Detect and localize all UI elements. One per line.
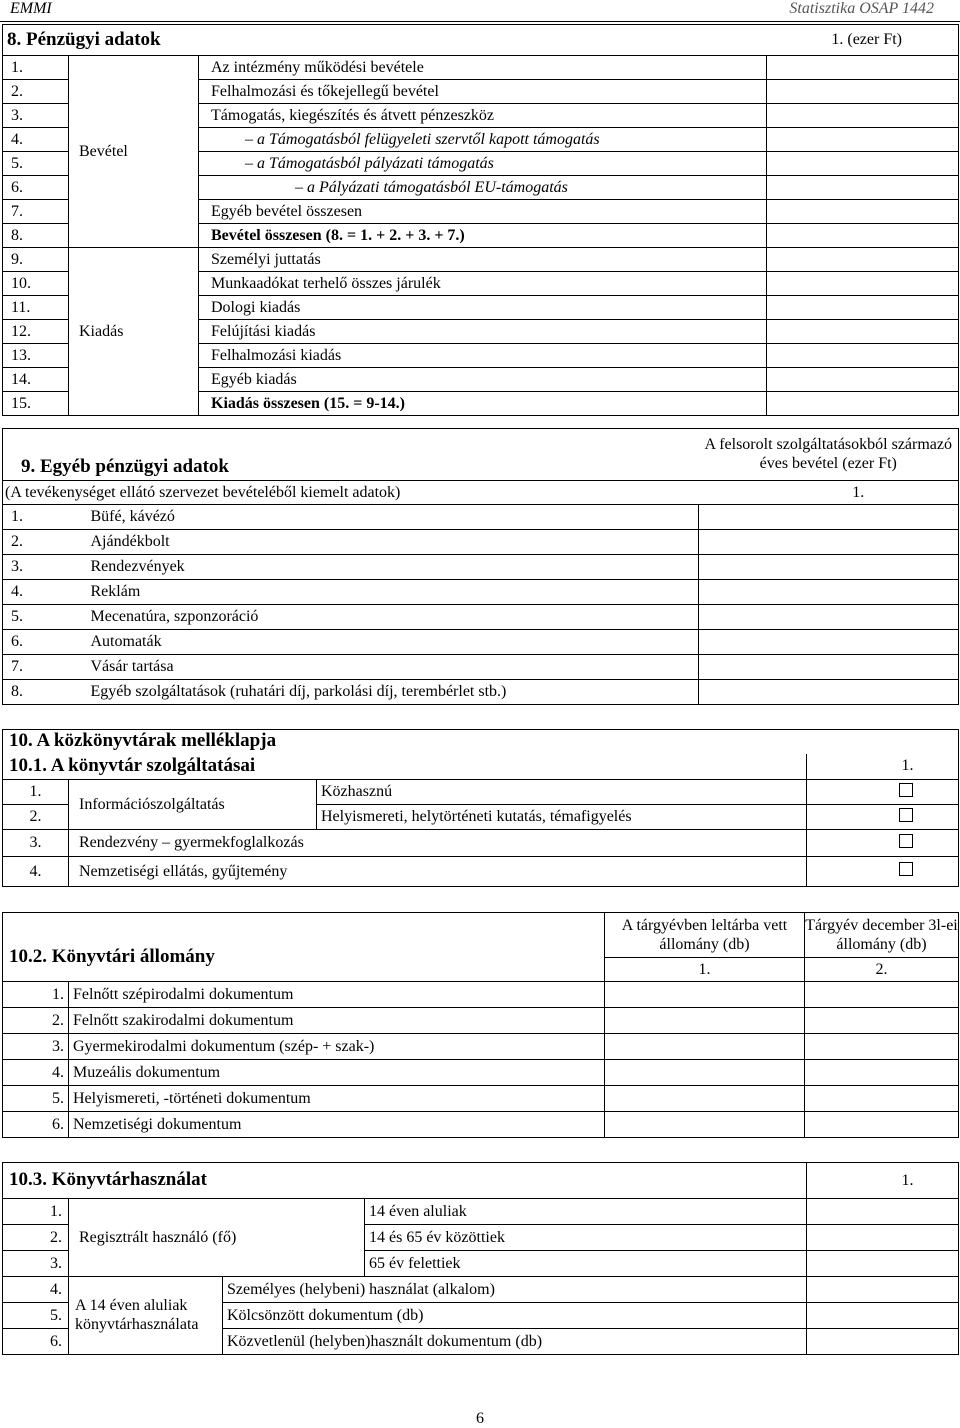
row-number: 6. <box>3 1329 69 1355</box>
row-number: 4. <box>3 1060 69 1086</box>
value-cell[interactable] <box>807 1329 959 1355</box>
value-cell[interactable] <box>767 152 959 176</box>
row-label: – a Támogatásból felügyeleti szervtől kapott támogatás <box>199 128 767 152</box>
section-8-col-header: 1. (ezer Ft) <box>767 25 959 56</box>
value-cell[interactable] <box>767 320 959 344</box>
value-cell[interactable] <box>767 104 959 128</box>
value-cell[interactable] <box>605 1034 805 1060</box>
value-cell[interactable] <box>699 630 959 655</box>
row-label: Mecenatúra, szponzoráció <box>87 605 699 630</box>
value-cell[interactable] <box>767 56 959 80</box>
section-8-title: 8. Pénzügyi adatok <box>3 25 767 56</box>
value-cell[interactable] <box>767 392 959 416</box>
value-cell[interactable] <box>805 982 959 1008</box>
value-cell[interactable] <box>807 1225 959 1251</box>
row-number: 11. <box>3 296 69 320</box>
section-10-3-title: 10.3. Könyvtárhasználat <box>3 1163 807 1199</box>
checkbox-icon[interactable] <box>899 834 913 848</box>
value-cell[interactable] <box>805 1086 959 1112</box>
row-number: 5. <box>3 605 87 630</box>
row-label: Felnőtt szépirodalmi dokumentum <box>69 982 605 1008</box>
row-number: 3. <box>3 830 69 857</box>
row-number: 7. <box>3 200 69 224</box>
checkbox-cell[interactable] <box>807 805 959 830</box>
library-holdings-table <box>2 912 959 1138</box>
group-text: könyvtárhasználata <box>75 1315 199 1333</box>
col1-header: A tárgyévben leltárba vett állomány (db) <box>605 913 805 958</box>
row-label: – a Pályázati támogatásból EU-támogatás <box>199 176 767 200</box>
value-cell[interactable] <box>767 200 959 224</box>
row-number: 1. <box>3 1199 69 1225</box>
checkbox-cell[interactable] <box>807 830 959 857</box>
row-label: Felhalmozási kiadás <box>199 344 767 368</box>
checkbox-cell[interactable] <box>807 780 959 805</box>
row-number: 15. <box>3 392 69 416</box>
row-label: 14 és 65 év közöttiek <box>365 1225 807 1251</box>
row-label: Rendezvények <box>87 555 699 580</box>
row-number: 12. <box>3 320 69 344</box>
row-number: 3. <box>3 1034 69 1060</box>
row-number: 1. <box>3 56 69 80</box>
row-number: 2. <box>3 1225 69 1251</box>
row-label: Gyermekirodalmi dokumentum (szép- + szak-) <box>69 1034 605 1060</box>
value-cell[interactable] <box>767 296 959 320</box>
group-text: Információszolgáltatás <box>79 795 225 813</box>
section-10-title: 10. A közkönyvtárak melléklapja <box>3 730 959 754</box>
row-label: Felújítási kiadás <box>199 320 767 344</box>
row-number: 5. <box>3 1086 69 1112</box>
row-number: 3. <box>3 104 69 128</box>
section-10-1-col: 1. <box>807 754 959 780</box>
header-rule <box>0 21 960 22</box>
checkbox-icon[interactable] <box>899 783 913 797</box>
header-left: EMMI <box>10 0 52 17</box>
page-number: 6 <box>476 1410 484 1427</box>
group-label-registered <box>69 1199 365 1277</box>
row-number: 8. <box>3 680 87 705</box>
value-cell[interactable] <box>767 248 959 272</box>
value-cell[interactable] <box>699 580 959 605</box>
value-cell[interactable] <box>767 224 959 248</box>
group-label-under14 <box>69 1277 223 1355</box>
row-number: 6. <box>3 630 87 655</box>
value-cell[interactable] <box>807 1303 959 1329</box>
page-header <box>0 0 960 20</box>
row-number: 7. <box>3 655 87 680</box>
row-label: Közhasznú <box>317 780 807 805</box>
value-cell[interactable] <box>699 555 959 580</box>
row-number: 3. <box>3 1251 69 1277</box>
row-number: 4. <box>3 128 69 152</box>
section-9-col: 1. <box>699 481 959 505</box>
value-cell[interactable] <box>805 1112 959 1138</box>
value-cell[interactable] <box>767 368 959 392</box>
group-label-bevetel <box>69 56 199 248</box>
row-label: Személyi juttatás <box>199 248 767 272</box>
row-number: 2. <box>3 1008 69 1034</box>
row-label: Az intézmény működési bevétele <box>199 56 767 80</box>
value-cell[interactable] <box>767 272 959 296</box>
value-cell[interactable] <box>805 1008 959 1034</box>
row-number: 2. <box>3 530 87 555</box>
row-label-text: Személyes (helybeni) használat (alkalom) <box>227 1280 495 1298</box>
value-cell[interactable] <box>605 1086 805 1112</box>
group-text: Regisztrált használó (fő) <box>79 1228 237 1246</box>
row-label: Támogatás, kiegészítés és átvett pénzeszköz <box>199 104 767 128</box>
value-cell[interactable] <box>699 680 959 705</box>
row-label: Helyismereti, -történeti dokumentum <box>69 1086 605 1112</box>
row-label <box>223 1277 807 1303</box>
row-number: 6. <box>3 176 69 200</box>
value-cell[interactable] <box>805 1034 959 1060</box>
checkbox-icon[interactable] <box>899 808 913 822</box>
row-number: 4. <box>3 857 69 887</box>
row-label: Kölcsönzött dokumentum (db) <box>223 1303 807 1329</box>
row-number: 4. <box>3 1277 69 1303</box>
row-label: Közvetlenül (helyben)használt dokumentum (db) <box>223 1329 807 1355</box>
row-label: Egyéb szolgáltatások (ruhatári díj, parkolási díj, terembérlet stb.) <box>87 680 699 705</box>
row-number: 5. <box>3 1303 69 1329</box>
row-label: 65 év felettiek <box>365 1251 807 1277</box>
row-number: 5. <box>3 152 69 176</box>
value-cell[interactable] <box>605 1008 805 1034</box>
col2-number: 2. <box>805 958 959 982</box>
row-label: 14 éven aluliak <box>365 1199 807 1225</box>
row-number: 14. <box>3 368 69 392</box>
section-9-title: 9. Egyéb pénzügyi adatok <box>3 429 699 481</box>
row-number: 8. <box>3 224 69 248</box>
value-cell[interactable] <box>605 982 805 1008</box>
row-label: Egyéb bevétel összesen <box>199 200 767 224</box>
value-cell[interactable] <box>699 505 959 530</box>
row-number: 9. <box>3 248 69 272</box>
library-services-table <box>2 729 959 887</box>
section-9-subtitle: (A tevékenységet ellátó szervezet bevételéből kiemelt adatok) <box>3 481 699 505</box>
row-label: Kiadás összesen (15. = 9-14.) <box>199 392 767 416</box>
group-label-information <box>69 780 317 830</box>
row-label: Ajándékbolt <box>87 530 699 555</box>
value-cell[interactable] <box>605 1060 805 1086</box>
value-cell[interactable] <box>699 655 959 680</box>
other-financial-table <box>2 428 959 705</box>
group-text: A 14 éven aluliak <box>75 1297 188 1315</box>
row-label: Egyéb kiadás <box>199 368 767 392</box>
value-cell[interactable] <box>807 1277 959 1303</box>
library-usage-table <box>2 1162 959 1355</box>
row-label: Automaták <box>87 630 699 655</box>
value-cell[interactable] <box>605 1112 805 1138</box>
row-label: Bevétel összesen (8. = 1. + 2. + 3. + 7.) <box>199 224 767 248</box>
row-label: Muzeális dokumentum <box>69 1060 605 1086</box>
row-number: 2. <box>3 80 69 104</box>
value-cell[interactable] <box>805 1060 959 1086</box>
section-10-3-col: 1. <box>807 1163 959 1199</box>
value-cell[interactable] <box>767 176 959 200</box>
value-cell[interactable] <box>699 605 959 630</box>
row-number: 10. <box>3 272 69 296</box>
row-number: 6. <box>3 1112 69 1138</box>
row-number: 1. <box>3 780 69 805</box>
row-label: Vásár tartása <box>87 655 699 680</box>
row-label: Felhalmozási és tőkejellegű bevétel <box>199 80 767 104</box>
row-label: Munkaadókat terhelő összes járulék <box>199 272 767 296</box>
row-label: Büfé, kávézó <box>87 505 699 530</box>
section-10-1-title: 10.1. A könyvtár szolgáltatásai <box>3 754 807 780</box>
row-number: 1. <box>3 982 69 1008</box>
row-label: Dologi kiadás <box>199 296 767 320</box>
group-text: Kiadás <box>79 322 124 340</box>
row-number: 4. <box>3 580 87 605</box>
value-cell[interactable] <box>807 1251 959 1277</box>
financial-data-table <box>2 24 959 416</box>
value-cell[interactable] <box>807 1199 959 1225</box>
value-cell[interactable] <box>699 530 959 555</box>
section-10-2-title: 10.2. Könyvtári állomány <box>3 913 605 982</box>
row-number: 3. <box>3 555 87 580</box>
row-number: 2. <box>3 805 69 830</box>
row-label: – a Támogatásból pályázati támogatás <box>199 152 767 176</box>
section-9-col-header: A felsorolt szolgáltatásokból származó éves bevétel (ezer Ft) <box>699 429 959 481</box>
checkbox-cell[interactable] <box>807 857 959 887</box>
row-number: 1. <box>3 505 87 530</box>
value-cell[interactable] <box>767 128 959 152</box>
group-label-kiadas <box>69 248 199 416</box>
row-number: 13. <box>3 344 69 368</box>
col1-number: 1. <box>605 958 805 982</box>
row-label: Nemzetiségi dokumentum <box>69 1112 605 1138</box>
header-right: Statisztika OSAP 1442 <box>789 0 934 17</box>
value-cell[interactable] <box>767 80 959 104</box>
checkbox-icon[interactable] <box>899 862 913 876</box>
group-text: Bevétel <box>79 142 128 160</box>
row-label: Helyismereti, helytörténeti kutatás, témafigyelés <box>317 805 807 830</box>
row-label: Nemzetiségi ellátás, gyűjtemény <box>69 857 807 887</box>
row-label: Reklám <box>87 580 699 605</box>
row-label: Felnőtt szakirodalmi dokumentum <box>69 1008 605 1034</box>
col2-header: Tárgyév december 3l-ei állomány (db) <box>805 913 959 958</box>
value-cell[interactable] <box>767 344 959 368</box>
row-label: Rendezvény – gyermekfoglalkozás <box>69 830 807 857</box>
